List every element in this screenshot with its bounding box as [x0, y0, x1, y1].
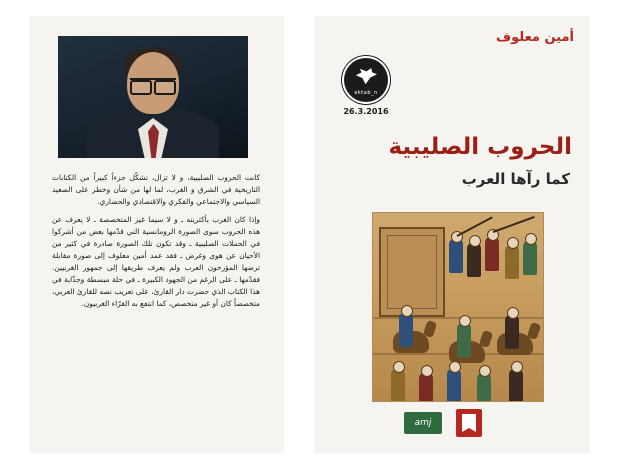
publisher-logo-red [456, 409, 482, 437]
glasses-left-lens [130, 80, 152, 95]
artwork-figure [457, 323, 471, 357]
publisher-logo-green: amj [404, 412, 442, 434]
glasses-right-lens [154, 80, 176, 95]
artwork-figure [467, 243, 481, 277]
artwork-figure [419, 373, 433, 402]
artwork-figure [505, 245, 519, 279]
book-subtitle: كما رآها العرب [461, 170, 570, 188]
artwork-figure [447, 369, 461, 402]
book-title: الحروب الصليبية [388, 134, 572, 160]
artwork-figure [449, 239, 463, 273]
stamp-badge [344, 58, 388, 102]
publisher-logos [404, 409, 482, 437]
bird-icon [355, 67, 377, 85]
stamp-date: 26.3.2016 [343, 107, 389, 116]
cover-artwork [372, 212, 544, 402]
cover-gutter [292, 14, 310, 455]
author-portrait-photo [58, 36, 248, 158]
glasses-icon [130, 78, 176, 89]
artwork-fortress [379, 227, 445, 317]
back-cover-panel [28, 14, 286, 455]
artwork-figure [477, 373, 491, 402]
artwork-figure [391, 369, 405, 402]
front-cover-panel [312, 14, 592, 455]
artwork-figure [505, 315, 519, 349]
stamp-badge-word: ektab_n [354, 90, 378, 96]
artwork-figure [485, 237, 499, 271]
artwork-figure [509, 369, 523, 402]
blurb-paragraph: كانت الحروب الصليبية، و لا تزال، تشكّل جزءاً كبيراً من الكتابات التاريخية في الشرق و الغرب، لما لها من شأن وخطر على الصعيد السياسي والاجتماعي والفكري والاقتصادي والحضاري. [52, 173, 260, 206]
artwork-figure [399, 313, 413, 347]
watermark-stamp [334, 58, 398, 116]
back-cover-blurb [52, 172, 260, 316]
blurb-paragraph: وإذا كان الغرب بأكثريته ـ و لا سيما غير المتخصصة ـ لا يعرف عن هذه الحروب سوى الصورة الرومانسية التي قدّمها بعض من أشركوا في الحملات الصليبية ـ وقد تكون تلك الصورة صادرة في كثير من الأحيان عن هوى وغرض ـ فقد عمد أمين معلوف إلى صورة مقابلة ترضها المؤرخون العرب ولم يعرف طريقها إلى جمهور الغربيين. فقدّمها ـ على الرغم من الجهود الكبيرة ـ في حلة مبسطة وجذّابة في هذا الكتاب الذي حضرت دار القارئ، على تعريب نصه للقارئ العربي، متخصصاً كان أو غير متخصص، كما انتفع به القرّاء الغربيون. [52, 214, 260, 308]
author-name: أمين معلوف [496, 30, 574, 45]
artwork-figure [523, 241, 537, 275]
